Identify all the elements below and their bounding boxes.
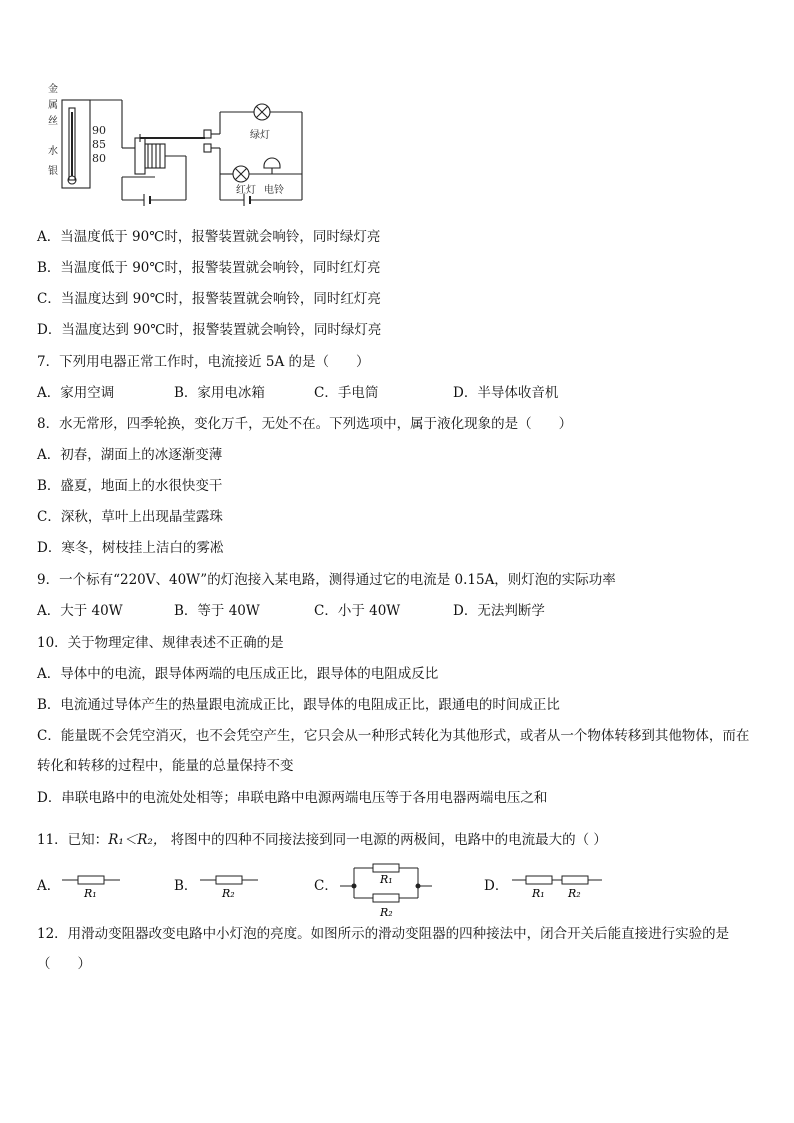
q12-stem: 12．用滑动变阻器改变电路中小灯泡的亮度。如图所示的滑动变阻器的四种接法中，闭合开关后能直接进行实验的是（ ） (37, 926, 730, 972)
q9-option-a: A．大于 40W (37, 603, 123, 619)
q8-stem: 8．水无常形，四季轮换，变化万千，无处不在。下列选项中，属于液化现象的是（ ） (37, 416, 573, 432)
q11-c-r2: R₂ (380, 906, 393, 918)
q9-options (37, 603, 545, 619)
red-lamp-label: 红灯 (236, 185, 256, 196)
q11-label-d: D． (484, 878, 509, 894)
q11-stem-prefix: 11．已知： (37, 832, 109, 848)
q9-option-d: D．无法判断学 (453, 603, 545, 619)
mercury-label-char: 水 (48, 146, 58, 157)
q11-label-a: A． (37, 878, 61, 894)
green-lamp-label: 绿灯 (250, 130, 270, 141)
q7-options (37, 385, 558, 401)
q11-circuit-c (340, 858, 432, 918)
q10-option-d: D．串联电路中的电流处处相等；串联电路中电源两端电压等于各用电器两端电压之和 (37, 790, 548, 806)
q11-c-r1: R₁ (380, 873, 393, 886)
q8-option-a: A．初春，湖面上的冰逐渐变薄 (37, 447, 223, 463)
q11-circuit-d (512, 870, 604, 900)
wire-label-char: 属 (48, 100, 58, 111)
scale-80: 80 (92, 152, 106, 165)
q6-option-b: B．当温度低于 90℃时，报警装置就会响铃，同时红灯亮 (37, 260, 381, 276)
q11-d-r1: R₁ (532, 887, 545, 900)
q11-stem (37, 832, 607, 848)
q11-b-r2: R₂ (222, 887, 235, 900)
q11-circuit-b (200, 870, 260, 900)
scale-90: 90 (92, 124, 106, 137)
q7-option-d: D．半导体收音机 (453, 385, 559, 401)
q7-option-b: B．家用电冰箱 (174, 385, 265, 401)
q10-stem: 10．关于物理定律、规律表述不正确的是 (37, 635, 284, 651)
q11-label-b: B． (174, 878, 198, 894)
q8-option-d: D．寒冬，树枝挂上洁白的雾凇 (37, 540, 224, 556)
q9-option-b: B．等于 40W (174, 603, 260, 619)
q7-stem: 7．下列用电器正常工作时，电流接近 5A 的是（ ） (37, 354, 370, 370)
q11-stem-text: 将图中的四种不同接法接到同一电源的两极间，电路中的电流最大的（ ） (166, 832, 607, 848)
q11-circuit-a (62, 870, 122, 900)
q9-option-c: C．小于 40W (314, 603, 401, 619)
scale-85: 85 (92, 138, 106, 151)
mercury-label-char: 银 (48, 166, 58, 177)
q10-option-b: B．电流通过导体产生的热量跟电流成正比，跟导体的电阻成正比，跟通电的时间成正比 (37, 697, 560, 713)
q10-option-c: C．能量既不会凭空消灭，也不会凭空产生，它只会从一种形式转化为其他形式，或者从一个物体转移到其他物体，而在转化和转移的过程中，能量的总量保持不变 (37, 728, 750, 774)
q7-option-c: C．手电筒 (314, 385, 379, 401)
q8-option-b: B．盛夏，地面上的水很快变干 (37, 478, 223, 494)
q6-option-c: C．当温度达到 90℃时，报警装置就会响铃，同时红灯亮 (37, 291, 381, 307)
bell-label: 电铃 (264, 185, 284, 196)
q6-option-a: A．当温度低于 90℃时，报警装置就会响铃，同时绿灯亮 (37, 229, 381, 245)
q9-stem: 9．一个标有“220V、40W”的灯泡接入某电路，测得通过它的电流是 0.15A，则灯泡的实际功率 (37, 572, 616, 588)
q6-option-d: D．当温度达到 90℃时，报警装置就会响铃，同时绿灯亮 (37, 322, 382, 338)
wire-label-char: 丝 (48, 116, 58, 127)
q11-label-c: C． (314, 878, 338, 894)
q11-a-r1: R₁ (84, 887, 97, 900)
wire-label-char: 金 (48, 84, 58, 95)
q8-option-c: C．深秋，草叶上出现晶莹露珠 (37, 509, 223, 525)
q7-option-a: A．家用空调 (37, 385, 115, 401)
q10-option-a: A．导体中的电流，跟导体两端的电压成正比，跟导体的电阻成反比 (37, 666, 439, 682)
alarm-circuit-figure (40, 82, 310, 210)
q11-condition: R₁＜R₂， (108, 832, 167, 848)
q11-d-r2: R₂ (568, 887, 581, 900)
